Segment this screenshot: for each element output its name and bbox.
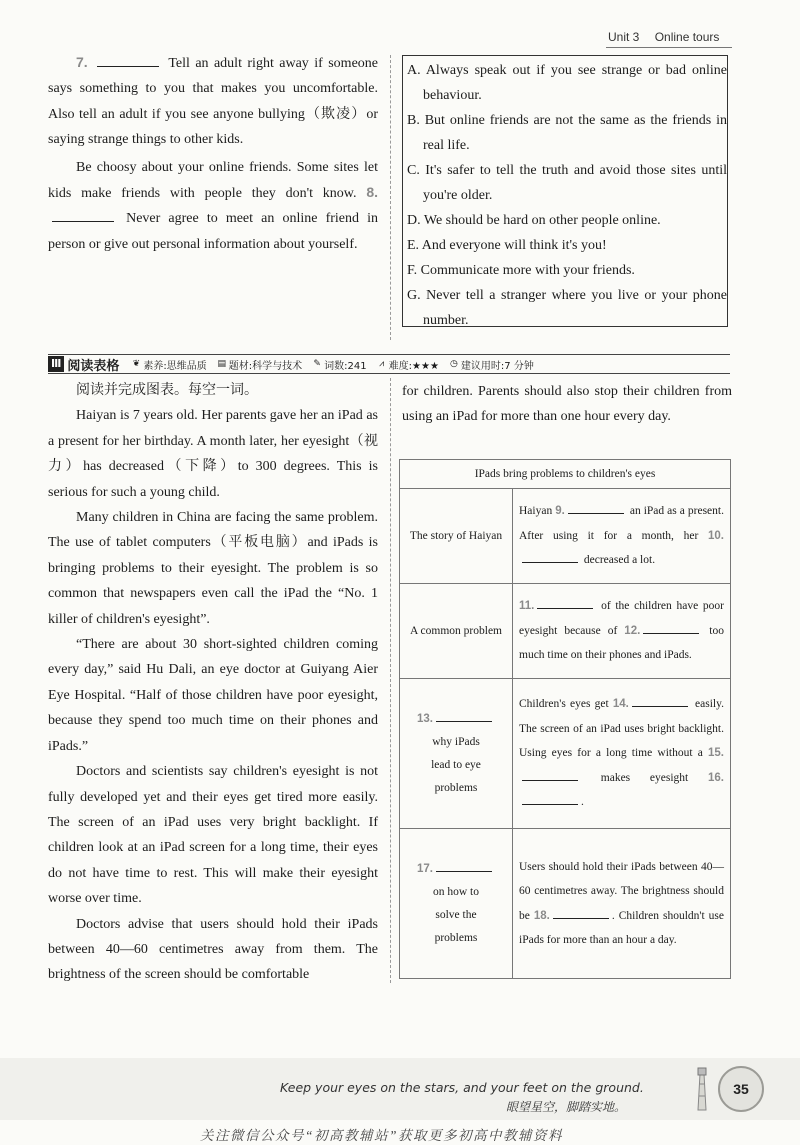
section-number: Ⅲ — [48, 356, 64, 372]
unit-title: Online tours — [654, 30, 720, 44]
answer-blank-8[interactable] — [52, 209, 114, 222]
clock-icon: ◷ — [449, 359, 458, 369]
row-2-text-b: too much time on their phones and iPads. — [519, 624, 724, 662]
section-title: 阅读表格 — [67, 358, 120, 374]
table-row — [400, 584, 731, 679]
paragraph-7-text: Tell an adult right away if someone says something to you that makes you uncomfortable. Also tell an adult if you see anyone bullying（欺凌）or saying strange things to other kids. — [48, 56, 378, 148]
answer-blank-15[interactable] — [522, 769, 578, 781]
passage-paragraph-1: Haiyan is 7 years old. Her parents gave her an iPad as a present for her birthday. A month later, her eyesight（视力）has decreased（下降）to 300 degrees. This is serious for such a young child. — [48, 408, 378, 500]
time-text: 建议用时:7 分钟 — [460, 360, 534, 372]
literacy-meta — [131, 357, 206, 372]
leaf-icon: ❦ — [132, 359, 141, 369]
paragraph-8-text: Be choosy about your online friends. Some sites let kids make friends with people they don't know. — [48, 159, 378, 202]
option-f: F. Communicate more with your friends. — [407, 263, 635, 278]
table-title-row — [400, 460, 731, 489]
answer-blank-10[interactable] — [522, 551, 578, 563]
words-meta — [312, 357, 366, 372]
paragraph-8-rest: Never agree to meet an online friend in person or give out personal information about yourself. — [48, 211, 378, 252]
row-3-text-c: makes eyesight — [581, 771, 708, 784]
blank-number-10: 10. — [708, 529, 724, 542]
topic-meta — [217, 357, 302, 372]
footer-quote-chinese: 眼望星空，脚踏实地。 — [506, 1100, 627, 1114]
header-rule — [606, 47, 732, 48]
chart-icon: ⩘ — [379, 359, 385, 369]
topic-text: 题材:科学与技术 — [228, 360, 303, 372]
paragraph-8 — [48, 155, 378, 258]
blank-number-7: 7. — [76, 54, 88, 70]
passage-continuation — [402, 379, 732, 430]
blank-number-17: 17. — [417, 862, 433, 875]
passage-paragraph-4: Doctors and scientists say children's eyesight is not fully developed yet and their eyes get tired more easily. The screen of an iPad uses very bright backlight. If children look at an iPad screen for a long time, their eyes do not have time to rest. This will make their eyesight worse over time. — [48, 764, 378, 907]
page-number: 35 — [718, 1066, 764, 1112]
option-g: G. Never tell a stranger where you live or your phone number. — [407, 288, 727, 328]
table-row — [400, 679, 731, 829]
row-4-text-a: Users should hold their iPads between 40—60 centimetres away. The brightness should be — [519, 860, 724, 922]
row-1-right — [513, 489, 731, 584]
table-row — [400, 829, 731, 979]
row-1-text-b: an iPad as a present. After using it for a month, her — [519, 505, 724, 542]
answer-blank-11[interactable] — [537, 597, 593, 609]
passage-paragraph-5-continued: for children. Parents should also stop their children from using an iPad for more than one hour every day. — [402, 384, 732, 425]
option-e: E. And everyone will think it's you! — [407, 238, 607, 253]
blank-number-11: 11. — [519, 600, 535, 613]
info-table-wrapper — [399, 459, 731, 979]
row-3-right — [513, 679, 731, 829]
reading-passage — [48, 378, 378, 988]
options-box — [402, 55, 728, 327]
unit-label: Unit 3 — [608, 30, 640, 44]
info-table — [399, 459, 731, 979]
answer-blank-17[interactable] — [436, 860, 492, 872]
answer-blank-16[interactable] — [522, 793, 578, 805]
section-bar — [48, 354, 730, 374]
top-left-passage — [48, 50, 378, 257]
row-4-left-text: on how to solve the problems — [433, 885, 479, 944]
literacy-text: 素养:思维品质 — [143, 360, 207, 372]
row-3-text-d: . — [581, 796, 584, 809]
row-3-text-a: Children's eyes get — [519, 698, 613, 711]
answer-blank-13[interactable] — [436, 710, 492, 722]
blank-number-13: 13. — [417, 712, 433, 725]
words-text: 词数:241 — [324, 360, 367, 372]
row-2-text-a: of the children have poor eyesight because of — [519, 600, 724, 637]
row-3-left — [400, 679, 513, 829]
difficulty-meta — [377, 357, 439, 372]
passage-paragraph-3: “There are about 30 short-sighted children coming every day,” said Hu Dali, an eye doctor at Guiyang Aier Eye Hospital. “Half of those children have poor eyesight, because they spend too much time on their phones and iPads.” — [48, 637, 378, 754]
book-icon: ▤ — [217, 359, 227, 369]
instruction: 阅读并完成图表。每空一词。 — [76, 383, 258, 398]
option-c: C. It's safer to tell the truth and avoid those sites until you're older. — [407, 163, 727, 203]
column-divider-top — [390, 55, 392, 340]
row-4-right — [513, 829, 731, 979]
blank-number-9: 9. — [555, 505, 565, 518]
passage-paragraph-2: Many children in China are facing the same problem. The use of tablet computers（平板电脑）and iPads is bringing problems to their eyesight. The problem is so common that newspapers even call the iPad the “No. 1 killer of children's eyesight”. — [48, 510, 378, 627]
unit-header — [608, 30, 719, 44]
option-b: B. But online friends are not the same as the friends in real life. — [407, 113, 727, 153]
blank-number-14: 14. — [612, 698, 629, 711]
table-title: IPads bring problems to children's eyes — [400, 460, 731, 489]
row-2-right — [513, 584, 731, 679]
row-3-left-text: why iPads lead to eye problems — [431, 735, 481, 794]
row-1-text-a: Haiyan — [519, 505, 556, 518]
answer-blank-12[interactable] — [643, 622, 699, 634]
time-meta — [449, 357, 534, 372]
column-divider-bottom — [390, 378, 392, 983]
row-1-text-c: decreased a lot. — [581, 554, 656, 567]
pen-icon: ✎ — [313, 359, 321, 369]
option-d: D. We should be hard on other people online. — [407, 213, 661, 228]
lighthouse-icon — [688, 1062, 716, 1112]
paragraph-7 — [48, 50, 378, 153]
answer-blank-18[interactable] — [553, 907, 609, 919]
blank-number-15: 15. — [708, 747, 724, 760]
table-row — [400, 489, 731, 584]
blank-number-16: 16. — [708, 771, 724, 784]
row-3-text-b: easily. The screen of an iPad uses bright backlight. Using eyes for a long time without a — [519, 698, 725, 760]
answer-blank-9[interactable] — [568, 502, 624, 514]
watermark: 关注微信公众号“初高教辅站”获取更多初高中教辅资料 — [200, 1128, 564, 1143]
blank-number-8: 8. — [366, 184, 378, 201]
row-4-left — [400, 829, 513, 979]
blank-number-12: 12. — [624, 624, 641, 637]
row-1-left: The story of Haiyan — [400, 489, 513, 584]
passage-paragraph-5: Doctors advise that users should hold their iPads between 40—60 centimetres away from them. The brightness of the screen should be comfortable — [48, 916, 378, 983]
row-4-text-b: . Children shouldn't use iPads for more than an hour a day. — [519, 909, 724, 946]
answer-blank-7[interactable] — [97, 54, 159, 67]
difficulty-text: 难度:★★★ — [388, 360, 439, 372]
blank-number-18: 18. — [533, 909, 550, 922]
row-2-left: A common problem — [400, 584, 513, 679]
option-a: A. Always speak out if you see strange or bad online behaviour. — [407, 63, 727, 103]
footer-quote: Keep your eyes on the stars, and your feet on the ground. — [280, 1080, 644, 1095]
answer-blank-14[interactable] — [632, 695, 688, 707]
